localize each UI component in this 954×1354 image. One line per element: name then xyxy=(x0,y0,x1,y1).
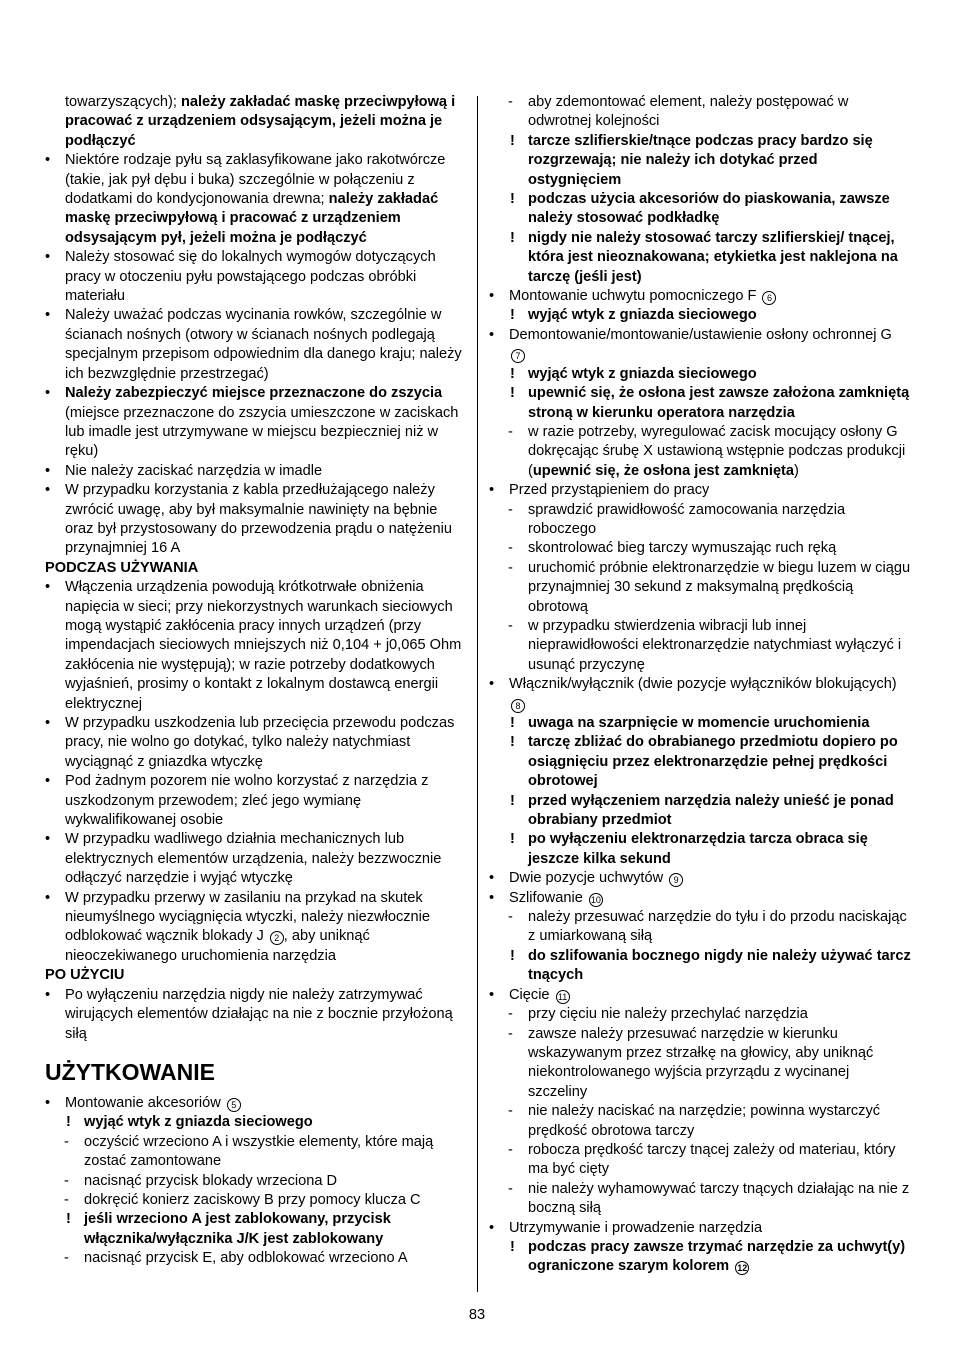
item-no-vice xyxy=(45,462,465,481)
text-run: należy zakładać maskę przeciwpyłową i pracować z urządzeniem odsysającym, jeżeli można je podłączyć xyxy=(65,94,456,149)
dash-marker: - xyxy=(64,1133,69,1150)
figure-reference-number: 5 xyxy=(227,1098,241,1112)
item-carcinogenic-dust xyxy=(45,151,465,248)
dash-marker: - xyxy=(508,617,513,634)
text-run: po wyłączeniu elektronarzędzia tarcza obraca się jeszcze kilka sekund xyxy=(528,831,868,867)
figure-reference-number: 8 xyxy=(511,699,525,713)
step-vibration xyxy=(489,617,911,675)
text-run: dokręcić konierz zaciskowy B przy pomocy klucza C xyxy=(84,1191,421,1208)
text-run: Włączenia urządzenia powodują krótkotrwałe obniżenia napięcia w sieci; przy niekorzystnych warunkach sieciowych mogą wystąpić zakłócenia pracy innych urządzeń (przy impendacjach sieciowych mniejszych niż 0,104 + j0,065 Ohm zakłócenia nie występują); w razie potrzeby dodatkowych wyjaśnień, prosimy o kontakt z lokalnym dostawcą energii elektrycznej xyxy=(65,579,462,712)
text-run: PO UŻYCIU xyxy=(45,967,125,984)
text-run: W przypadku korzystania z kabla przedłużającego należy zwrócić uwagę, aby był maksymalnie nawinięty na bębnie oraz był przystosowany do przewodzenia prądu o natężeniu przynajmniej 16 A xyxy=(65,482,452,557)
text-run: Szlifowanie xyxy=(509,889,587,906)
text-run: wyjąć wtyk z gniazda sieciowego xyxy=(528,365,757,382)
text-run: nie należy wyhamowywać tarczy tnących działając na nie z boczną siłą xyxy=(528,1180,910,1217)
text-run: tarczę zbliżać do obrabianego przedmiotu dopiero po osiągnięciu przez elektronarzędzie pełnej prędkości obrotowej xyxy=(528,734,898,790)
text-run: Po wyłączeniu narzędzia nigdy nie należy zatrzymywać wirujących elementów działając na nie z bocznie przyłożoną siłą xyxy=(65,986,453,1042)
bullet-marker: • xyxy=(45,579,51,596)
step-direction-arrow xyxy=(489,1025,911,1103)
warn-grey-handles xyxy=(489,1238,911,1277)
warn-unmarked-disc xyxy=(489,229,911,287)
bullet-marker: • xyxy=(45,831,51,848)
bullet-marker: • xyxy=(45,1094,51,1111)
text-run: Dwie pozycje uchwytów xyxy=(509,870,668,887)
text-run: oczyścić wrzeciono A i wszystkie elementy, które mają zostać zamontowane xyxy=(84,1133,434,1170)
column-divider xyxy=(477,96,478,1292)
section-title xyxy=(45,1058,465,1086)
warning-marker: ! xyxy=(510,947,515,964)
text-run: Należy stosować się do lokalnych wymogów dotyczących pracy w otoczeniu pyłu powstającego podczas obróbki materiału xyxy=(65,249,436,305)
item-extension-cable xyxy=(45,481,465,559)
step-clean-spindle xyxy=(45,1133,465,1172)
text-run: podczas użycia akcesoriów do piaskowania, zawsze należy stosować podkładkę xyxy=(528,191,890,227)
step-tighten-collar xyxy=(45,1191,465,1210)
item-mechanical-fault xyxy=(45,830,465,888)
bullet-marker: • xyxy=(45,385,51,402)
bullet-marker: • xyxy=(45,482,51,499)
text-run: przy cięciu nie należy przechylać narzędzia xyxy=(528,1006,808,1023)
item-cutting xyxy=(489,986,911,1005)
text-run: Cięcie xyxy=(509,986,554,1003)
warning-marker: ! xyxy=(510,831,515,848)
heading-during-use xyxy=(45,559,465,578)
item-power-interruption xyxy=(45,889,465,967)
text-run: upewnić się, że osłona jest zawsze założona zamkniętą stroną w kierunku operatora narzędzia xyxy=(528,385,910,421)
text-run: Pod żadnym pozorem nie wolno korzystać z narzędzia z uszkodzonym przewodem; zleć jego wymianę wykwalifikowanej osobie xyxy=(65,773,429,829)
text-run: nie należy naciskać na narzędzie; powinna wystarczyć prędkość obrotowa tarczy xyxy=(528,1103,881,1139)
bullet-marker: • xyxy=(489,1219,495,1236)
text-run: towarzyszących); xyxy=(65,94,181,110)
text-run: należy przesuwać narzędzie do tyłu i do przodu naciskając z umiarkowaną siłą xyxy=(528,909,907,945)
dash-marker: - xyxy=(508,1141,513,1158)
warning-marker: ! xyxy=(510,229,515,246)
warn-lift-before-off xyxy=(489,792,911,831)
figure-reference-number: 9 xyxy=(669,873,683,887)
text-run: W przypadku przerwy w zasilaniu na przykad na skutek nieumyślnego wyciągnięcia wtyczki, należy niezwłocznie odblokować wącznik blokady J xyxy=(65,889,431,945)
warning-marker: ! xyxy=(510,385,515,402)
dash-marker: - xyxy=(508,1103,513,1120)
bullet-marker: • xyxy=(489,482,495,499)
item-local-regulations xyxy=(45,248,465,306)
bullet-marker: • xyxy=(45,773,51,790)
item-after-switch-off xyxy=(45,986,465,1044)
step-check-mounting xyxy=(489,501,911,540)
text-run: przed wyłączeniem narzędzia należy unieść je ponad obrabiany przedmiot xyxy=(528,792,894,829)
bullet-marker: • xyxy=(45,152,51,169)
text-run: Utrzymywanie i prowadzenie narzędzia xyxy=(509,1219,763,1236)
dash-marker: - xyxy=(64,1250,69,1267)
text-run: Włącznik/wyłącznik (dwie pozycje wyłączników blokujących) xyxy=(509,676,897,693)
dash-marker: - xyxy=(508,909,513,926)
bullet-marker: • xyxy=(45,462,51,479)
dash-marker: - xyxy=(64,1191,69,1208)
text-run: Należy uważać podczas wycinania rowków, szczególnie w ścianach nośnych (otwory w ścianach nośnych podlegają specjalnym przepisom odpowiednim dla danego kraju; należy ich bezwzględnie przestrzegać) xyxy=(65,307,462,382)
bullet-marker: • xyxy=(45,249,51,266)
warn-guard-closed xyxy=(489,384,911,423)
text-run: Przed przystąpieniem do pracy xyxy=(509,482,710,499)
item-two-handle-positions xyxy=(489,869,911,888)
warn-unplug-2 xyxy=(489,306,911,325)
text-run: upewnić się, że osłona jest zamknięta xyxy=(532,462,795,479)
text-run: w razie potrzeby, wyregulować zacisk mocujący osłony G dokręcając śrubę X ustawioną wstępnie podczas produkcji ( xyxy=(528,423,906,479)
text-run: skontrolować bieg tarczy wymuszając ruch ręką xyxy=(528,540,837,557)
warning-marker: ! xyxy=(66,1114,71,1131)
warn-kickback xyxy=(489,714,911,733)
bullet-marker: • xyxy=(45,986,51,1003)
item-grinding xyxy=(489,889,911,908)
step-press-e xyxy=(45,1249,465,1268)
text-run: UŻYTKOWANIE xyxy=(45,1058,215,1085)
text-run: , aby uniknąć nieoczekiwanego uruchomienia narzędzia xyxy=(65,928,370,964)
text-run: wyjąć wtyk z gniazda sieciowego xyxy=(84,1114,313,1131)
dash-marker: - xyxy=(508,94,513,110)
text-run: Nie należy zaciskać narzędzia w imadle xyxy=(65,462,323,479)
warning-marker: ! xyxy=(510,1238,515,1255)
warning-marker: ! xyxy=(510,792,515,809)
warn-no-side-grinding xyxy=(489,947,911,986)
text-run: robocza prędkość tarczy tnącej zależy od materiau, który ma być cięty xyxy=(528,1141,896,1178)
step-no-tilt xyxy=(489,1005,911,1024)
warn-unplug-3 xyxy=(489,365,911,384)
item-damaged-cord xyxy=(45,714,465,772)
text-run: (miejsce przeznaczone do zszycia umieszczone w zaciskach lub imadle jest utrzymywane w miejscu bezpieczniej niż w ręku) xyxy=(65,404,459,460)
item-guard xyxy=(489,326,911,365)
bullet-marker: • xyxy=(489,870,495,887)
right-column xyxy=(489,93,911,1277)
text-run: aby zdemontować element, należy postępować w odwrotnej kolejności xyxy=(528,94,849,130)
text-run: PODCZAS UŻYWANIA xyxy=(45,559,199,576)
item-voltage-drops xyxy=(45,578,465,714)
dash-marker: - xyxy=(508,559,513,576)
item-secure-workpiece xyxy=(45,384,465,462)
bullet-marker: • xyxy=(489,326,495,343)
warning-marker: ! xyxy=(510,307,515,324)
text-run: należy zakładać maskę przeciwpyłową i pracować z urządzeniem odsysającym pył, jeżeli można je podłączyć xyxy=(65,191,439,246)
warning-marker: ! xyxy=(510,132,515,149)
text-run: nacisnąć przycisk E, aby odblokować wrzeciono A xyxy=(84,1250,408,1267)
dash-marker: - xyxy=(508,501,513,518)
dash-marker: - xyxy=(64,1172,69,1189)
step-test-run xyxy=(489,559,911,617)
step-no-pressure xyxy=(489,1102,911,1141)
warning-marker: ! xyxy=(510,365,515,382)
warn-sanding-pad xyxy=(489,190,911,229)
item-holding xyxy=(489,1219,911,1238)
bullet-marker: • xyxy=(489,288,495,305)
text-run: nacisnąć przycisk blokady wrzeciona D xyxy=(84,1172,338,1189)
item-wall-chasing xyxy=(45,306,465,384)
figure-reference-number: 10 xyxy=(590,894,601,905)
figure-reference-number: 2 xyxy=(270,931,284,945)
dash-marker: - xyxy=(508,423,513,440)
text-run: Montowanie uchwytu pomocniczego F xyxy=(509,288,761,305)
step-no-braking xyxy=(489,1180,911,1219)
text-run: jeśli wrzeciono A jest zablokowany, przycisk włącznika/wyłącznika J/K jest zablokowany xyxy=(84,1211,391,1247)
warn-unplug-1 xyxy=(45,1113,465,1132)
bullet-marker: • xyxy=(489,889,495,906)
text-run: W przypadku uszkodzenia lub przecięcia przewodu podczas pracy, nie wolno go dotykać, tylko należy natychmiast wyciągnąć z gniazdka wtyczkę xyxy=(65,715,455,770)
text-run: ) xyxy=(794,462,799,479)
text-run: wyjąć wtyk z gniazda sieciowego xyxy=(528,307,757,324)
warn-disc-rotates xyxy=(489,830,911,869)
figure-reference-number: 6 xyxy=(762,291,776,305)
bullet-marker: • xyxy=(489,676,495,693)
bullet-marker: • xyxy=(45,715,51,731)
step-press-lock-d xyxy=(45,1172,465,1191)
warn-spindle-locked xyxy=(45,1210,465,1249)
text-run: Montowanie akcesoriów xyxy=(65,1094,225,1111)
dash-marker: - xyxy=(508,1025,513,1042)
page-number: 83 xyxy=(468,1307,486,1323)
item-aux-handle xyxy=(489,287,911,306)
figure-reference-number: 7 xyxy=(511,349,525,363)
text-run: nigdy nie należy stosować tarczy szlifierskiej/ tnącej, która jest nieoznakowana; etykietka jest naklejona na tarczę (jeśli jest) xyxy=(528,229,898,285)
text-run: zawsze należy przesuwać narzędzie w kierunku wskazywanym przez strzałkę na głowicy, aby uniknąć niekontrolowanego wyjścia przyrządu z wycinanej szczeliny xyxy=(528,1025,874,1100)
text-run: do szlifowania bocznego nigdy nie należy używać tarcz tnących xyxy=(528,947,911,984)
text-run: Niektóre rodzaje pyłu są zaklasyfikowane jako rakotwórcze (takie, jak pył dębu i buka) szczególnie w połączeniu z dodatkami do kondycjonowania drewna; xyxy=(65,152,446,208)
step-adjust-clamp xyxy=(489,423,911,481)
bullet-marker: • xyxy=(489,986,495,1003)
figure-reference-number: 12 xyxy=(737,1263,748,1274)
text-run: Demontowanie/montowanie/ustawienie osłony ochronnej G xyxy=(509,326,892,343)
text-run: uruchomić próbnie elektronarzędzie w biegu luzem w ciągu przynajmniej 30 sekund z maksymalną prędkością obrotową xyxy=(528,559,911,615)
warning-marker: ! xyxy=(510,715,515,731)
step-speed-material xyxy=(489,1141,911,1180)
item-before-work xyxy=(489,481,911,500)
text-run: sprawdzić prawidłowość zamocowania narzędzia roboczego xyxy=(528,501,846,537)
step-check-run xyxy=(489,539,911,558)
warning-marker: ! xyxy=(510,191,515,208)
left-column xyxy=(45,93,465,1269)
warning-marker: ! xyxy=(66,1211,71,1228)
figure-reference-number: 11 xyxy=(556,990,570,1004)
heading-after-use xyxy=(45,966,465,985)
text-run: tarcze szlifierskie/tnące podczas pracy bardzo się rozgrzewają; nie należy ich dotykać przed ostygnięciem xyxy=(528,132,873,188)
warning-marker: ! xyxy=(510,734,515,751)
step-move-tool xyxy=(489,908,911,947)
cont-mask-dust xyxy=(45,93,465,151)
dash-marker: - xyxy=(508,1006,513,1023)
bullet-marker: • xyxy=(45,307,51,324)
text-run: uwaga na szarpnięcie w momencie uruchomienia xyxy=(528,715,870,731)
dash-marker: - xyxy=(508,1180,513,1197)
text-run: W przypadku wadliwego działnia mechanicznych lub elektrycznych elementów urządzenia, należy bezzwocznie odłączyć narzędzie i wyjąć wtyczkę xyxy=(65,831,442,887)
warn-full-speed xyxy=(489,733,911,791)
text-run: Należy zabezpieczyć miejsce przeznaczone do zszycia xyxy=(65,385,443,402)
item-switch xyxy=(489,675,911,714)
warn-discs-hot xyxy=(489,132,911,190)
text-run: podczas pracy zawsze trzymać narzędzie za uchwyt(y) ograniczone szarym kolorem xyxy=(528,1238,906,1275)
dash-marker: - xyxy=(508,540,513,557)
bullet-marker: • xyxy=(45,889,51,906)
text-run: w przypadku stwierdzenia wibracji lub innej nieprawidłowości elektronarzędzie natychmiast wyłączyć i usunąć przyczynę xyxy=(528,617,902,673)
item-no-damaged-cord xyxy=(45,772,465,830)
item-mount-accessories xyxy=(45,1094,465,1113)
step-dismantle xyxy=(489,93,911,132)
